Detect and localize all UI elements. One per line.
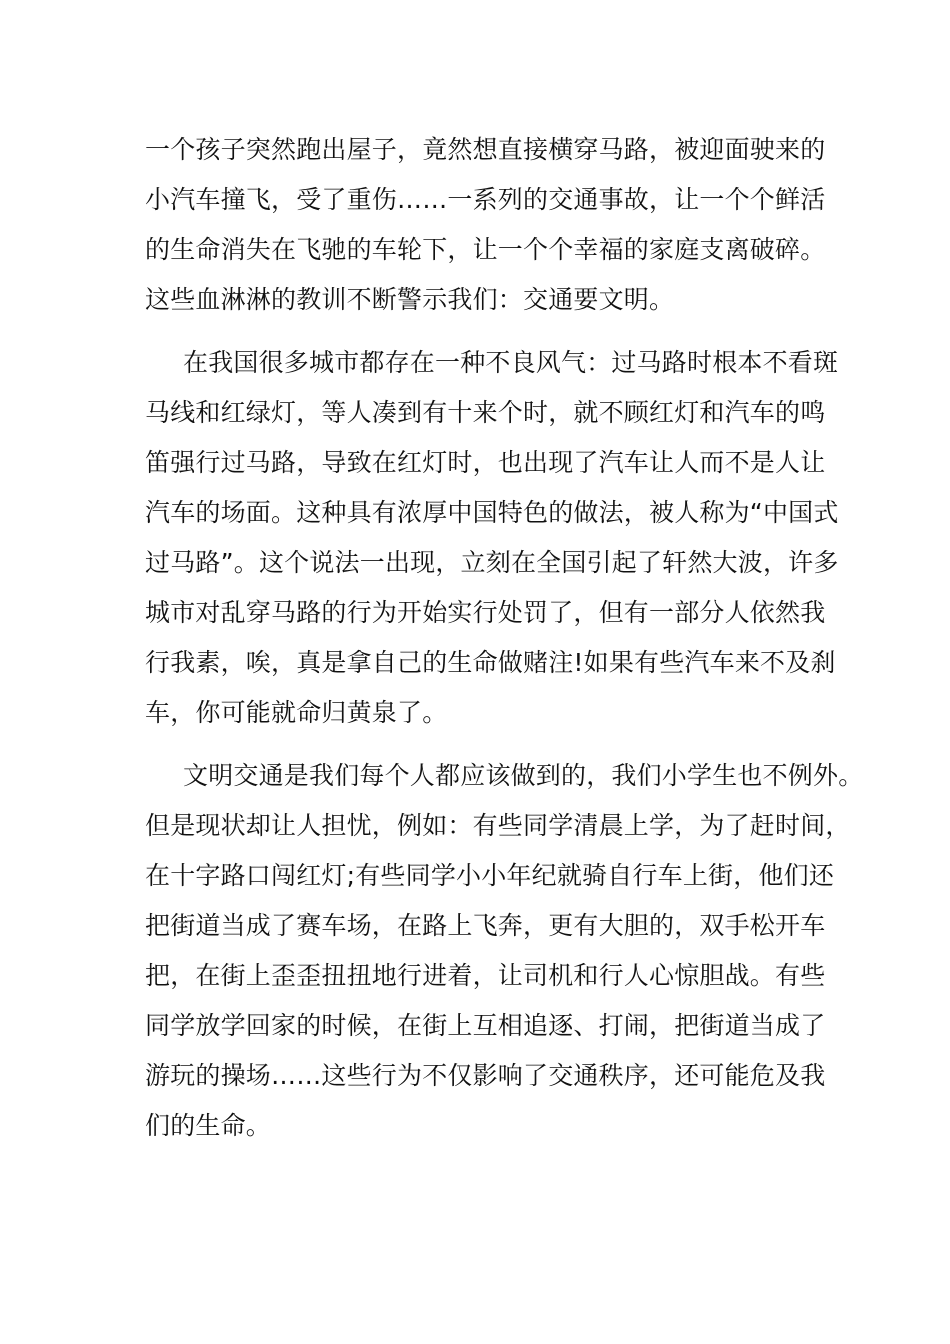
paragraph-2-line-6: 城市对乱穿马路的行为开始实行处罚了，但有一部分人依然我 [145, 598, 826, 627]
paragraph-2-line-5: 过马路”。这个说法一出现，立刻在全国引起了轩然大波，许多 [145, 548, 839, 577]
paragraph-1-line-4: 这些血淋淋的教训不断警示我们：交通要文明。 [145, 285, 675, 314]
paragraph-2-line-4: 汽车的场面。这种具有浓厚中国特色的做法，被人称为“中国式 [145, 498, 839, 527]
paragraph-2-line-7: 行我素，唉，真是拿自己的生命做赌注!如果有些汽车来不及刹 [145, 648, 836, 677]
paragraph-1-line-2: 小汽车撞飞，受了重伤……一系列的交通事故，让一个个鲜活 [145, 185, 826, 214]
paragraph-3-line-6: 同学放学回家的时候，在街上互相追逐、打闹，把街道当成了 [145, 1011, 826, 1040]
paragraph-1-line-3: 的生命消失在飞驰的车轮下，让一个个幸福的家庭支离破碎。 [145, 235, 826, 264]
paragraph-3-line-8: 们的生命。 [145, 1111, 272, 1140]
paragraph-2-line-8: 车，你可能就命归黄泉了。 [145, 698, 448, 727]
paragraph-3-line-5: 把，在街上歪歪扭扭地行进着，让司机和行人心惊胆战。有些 [145, 961, 826, 990]
paragraph-2-line-1: 在我国很多城市都存在一种不良风气：过马路时根本不看斑 [183, 348, 839, 377]
paragraph-2-line-2: 马线和红绿灯，等人凑到有十来个时，就不顾红灯和汽车的鸣 [145, 398, 826, 427]
paragraph-3-line-2: 但是现状却让人担忧，例如：有些同学清晨上学，为了赶时间， [145, 811, 851, 840]
paragraph-2-line-3: 笛强行过马路，导致在红灯时，也出现了汽车让人而不是人让 [145, 448, 826, 477]
paragraph-3-line-7: 游玩的操场……这些行为不仅影响了交通秩序，还可能危及我 [145, 1061, 826, 1090]
paragraph-1-line-1: 一个孩子突然跑出屋子，竟然想直接横穿马路，被迎面驶来的 [145, 135, 826, 164]
paragraph-3-line-1: 文明交通是我们每个人都应该做到的，我们小学生也不例外。 [183, 761, 864, 790]
paragraph-3-line-3: 在十字路口闯红灯;有些同学小小年纪就骑自行车上街，他们还 [145, 861, 835, 890]
paragraph-3-line-4: 把街道当成了赛车场，在路上飞奔，更有大胆的，双手松开车 [145, 911, 826, 940]
